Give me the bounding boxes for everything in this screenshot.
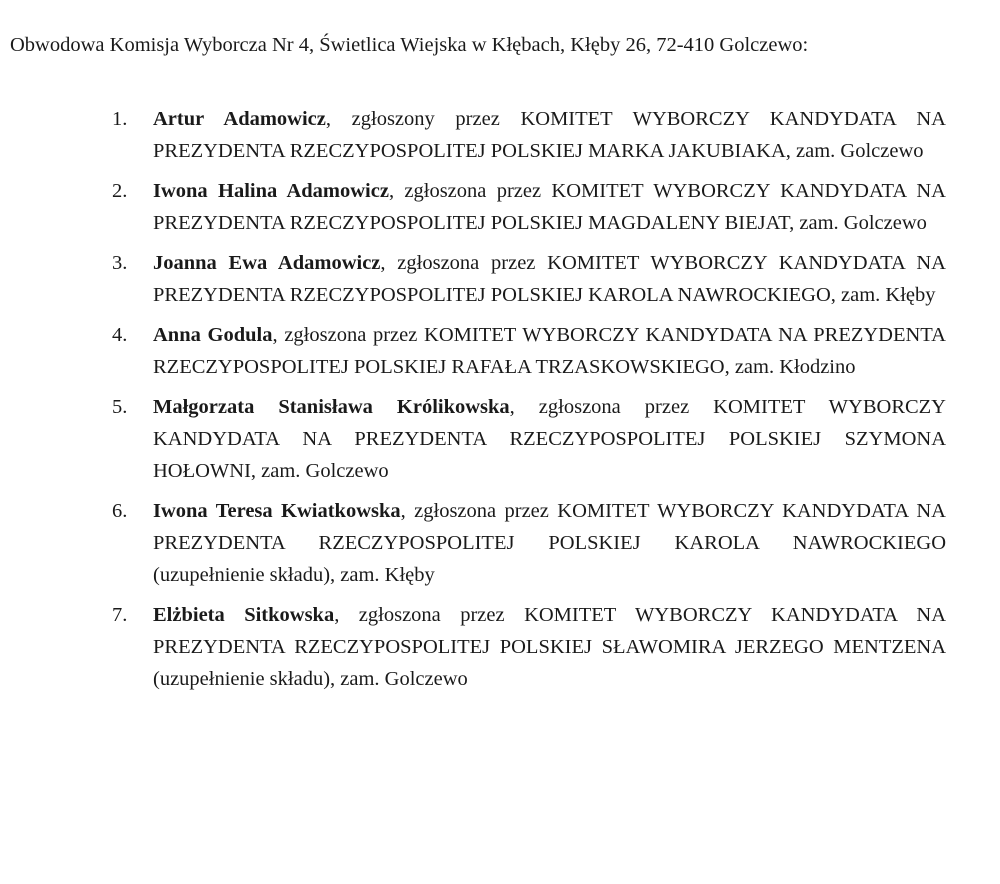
member-number: 7. (112, 604, 128, 626)
member-details: , zgłoszona przez KOMITET WYBORCZY KANDYDATA NA PREZYDENTA RZECZYPOSPOLITEJ POLSKIEJ SŁAWOMIRA JERZEGO MENTZENA (uzupełnienie składu), zam. Golczewo (153, 604, 947, 690)
member-number: 4. (112, 324, 128, 346)
member-item-7 (112, 599, 946, 695)
member-name: Małgorzata Stanisława Królikowska (153, 396, 510, 418)
member-details: , zgłoszona przez KOMITET WYBORCZY KANDYDATA NA PREZYDENTA RZECZYPOSPOLITEJ POLSKIEJ KAROLA NAWROCKIEGO (uzupełnienie składu), zam. Kłęby (153, 500, 946, 586)
member-details: , zgłoszona przez KOMITET WYBORCZY KANDYDATA NA PREZYDENTA RZECZYPOSPOLITEJ POLSKIEJ MAGDALENY BIEJAT, zam. Golczewo (153, 180, 946, 234)
member-item-6 (112, 495, 946, 591)
member-number: 6. (112, 500, 128, 522)
member-name: Artur Adamowicz (153, 108, 326, 130)
member-item-4 (112, 319, 946, 383)
member-details: , zgłoszona przez KOMITET WYBORCZY KANDYDATA NA PREZYDENTA RZECZYPOSPOLITEJ POLSKIEJ KAROLA NAWROCKIEGO, zam. Kłęby (153, 252, 946, 306)
member-name: Joanna Ewa Adamowicz (153, 252, 381, 274)
member-name: Iwona Teresa Kwiatkowska (153, 500, 401, 522)
member-details: , zgłoszona przez KOMITET WYBORCZY KANDYDATA NA PREZYDENTA RZECZYPOSPOLITEJ POLSKIEJ RAFAŁA TRZASKOWSKIEGO, zam. Kłodzino (153, 324, 946, 378)
member-name: Elżbieta Sitkowska (153, 604, 335, 626)
member-name: Anna Godula (153, 324, 273, 346)
member-details: , zgłoszona przez KOMITET WYBORCZY KANDYDATA NA PREZYDENTA RZECZYPOSPOLITEJ POLSKIEJ SZYMONA HOŁOWNI, zam. Golczewo (153, 396, 946, 482)
member-number: 5. (112, 396, 128, 418)
member-item-2 (112, 175, 946, 239)
commission-heading: Obwodowa Komisja Wyborcza Nr 4, Świetlica Wiejska w Kłębach, Kłęby 26, 72-410 Golczewo: (10, 34, 809, 56)
member-name: Iwona Halina Adamowicz (153, 180, 389, 202)
member-item-1 (112, 103, 946, 167)
member-item-5 (112, 391, 946, 487)
member-number: 3. (112, 252, 128, 274)
member-details: , zgłoszony przez KOMITET WYBORCZY KANDYDATA NA PREZYDENTA RZECZYPOSPOLITEJ POLSKIEJ MARKA JAKUBIAKA, zam. Golczewo (153, 108, 946, 162)
member-number: 1. (112, 108, 128, 130)
commission-member-list (112, 103, 946, 703)
member-number: 2. (112, 180, 128, 202)
member-item-3 (112, 247, 946, 311)
